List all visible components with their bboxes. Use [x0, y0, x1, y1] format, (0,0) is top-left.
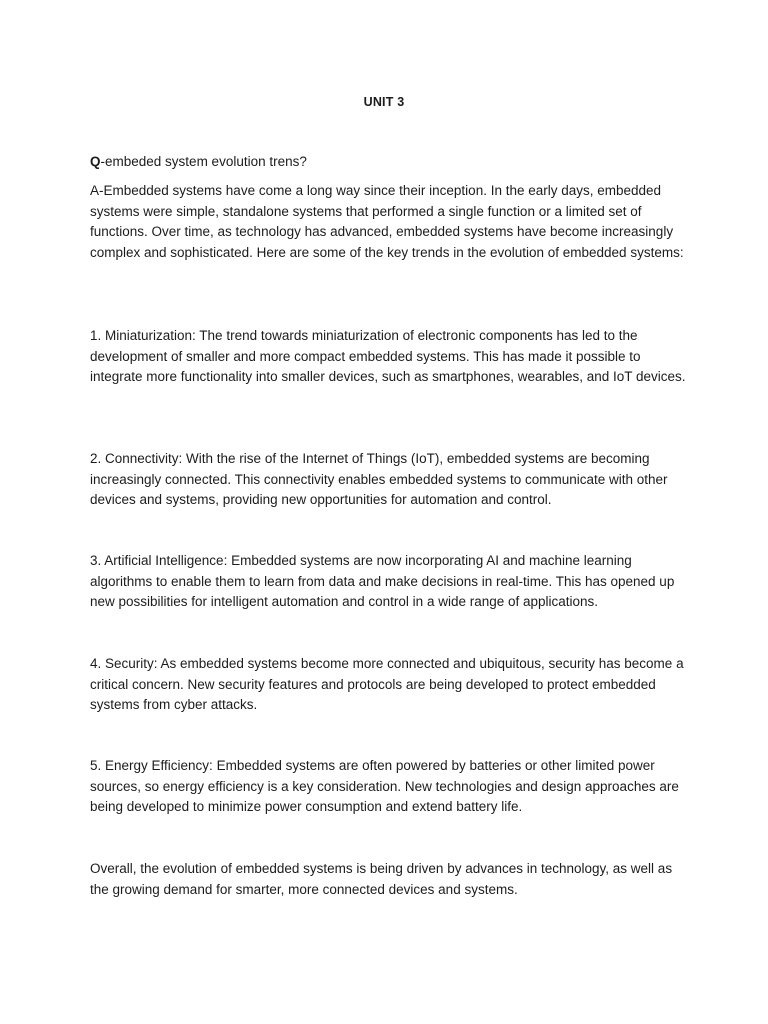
answer-intro-paragraph: A-Embedded systems have come a long way since their inception. In the early days, embedded systems were simple, standalone systems that performed a single function or a limited set of functions. Over time, as technology has advanced, embedded systems have become increasingly complex and sophisticated. Here are some of the key trends in the evolution of embedded systems:: [90, 183, 684, 260]
question-prefix: Q: [90, 154, 101, 169]
trend-paragraph-artificial-intelligence: 3. Artificial Intelligence: Embedded systems are now incorporating AI and machine learning algorithms to enable them to learn from data and make decisions in real-time. This has opened up new possibilities for intelligent automation and control in a wide range of applications.: [90, 553, 675, 609]
page-title: UNIT 3: [363, 95, 405, 109]
conclusion-paragraph: Overall, the evolution of embedded systems is being driven by advances in technology, as well as the growing demand for smarter, more connected devices and systems.: [90, 861, 673, 897]
trend-paragraph-connectivity: 2. Connectivity: With the rise of the Internet of Things (IoT), embedded systems are becoming increasingly connected. This connectivity enables embedded systems to communicate with other devices and systems, providing new opportunities for automation and control.: [90, 451, 668, 507]
question-text: -embeded system evolution trens?: [100, 154, 307, 169]
trend-paragraph-energy-efficiency: 5. Energy Efficiency: Embedded systems are often powered by batteries or other limited power sources, so energy efficiency is a key consideration. New technologies and design approaches are being developed to minimize power consumption and extend battery life.: [90, 758, 679, 814]
question-line: [90, 152, 690, 173]
trend-paragraph-miniaturization: 1. Miniaturization: The trend towards miniaturization of electronic components has led to the development of smaller and more compact embedded systems. This has made it possible to integrate more functionality into smaller devices, such as smartphones, wearables, and IoT devices.: [90, 328, 686, 384]
trend-paragraph-security: 4. Security: As embedded systems become more connected and ubiquitous, security has become a critical concern. New security features and protocols are being developed to protect embedded systems from cyber attacks.: [90, 656, 684, 712]
